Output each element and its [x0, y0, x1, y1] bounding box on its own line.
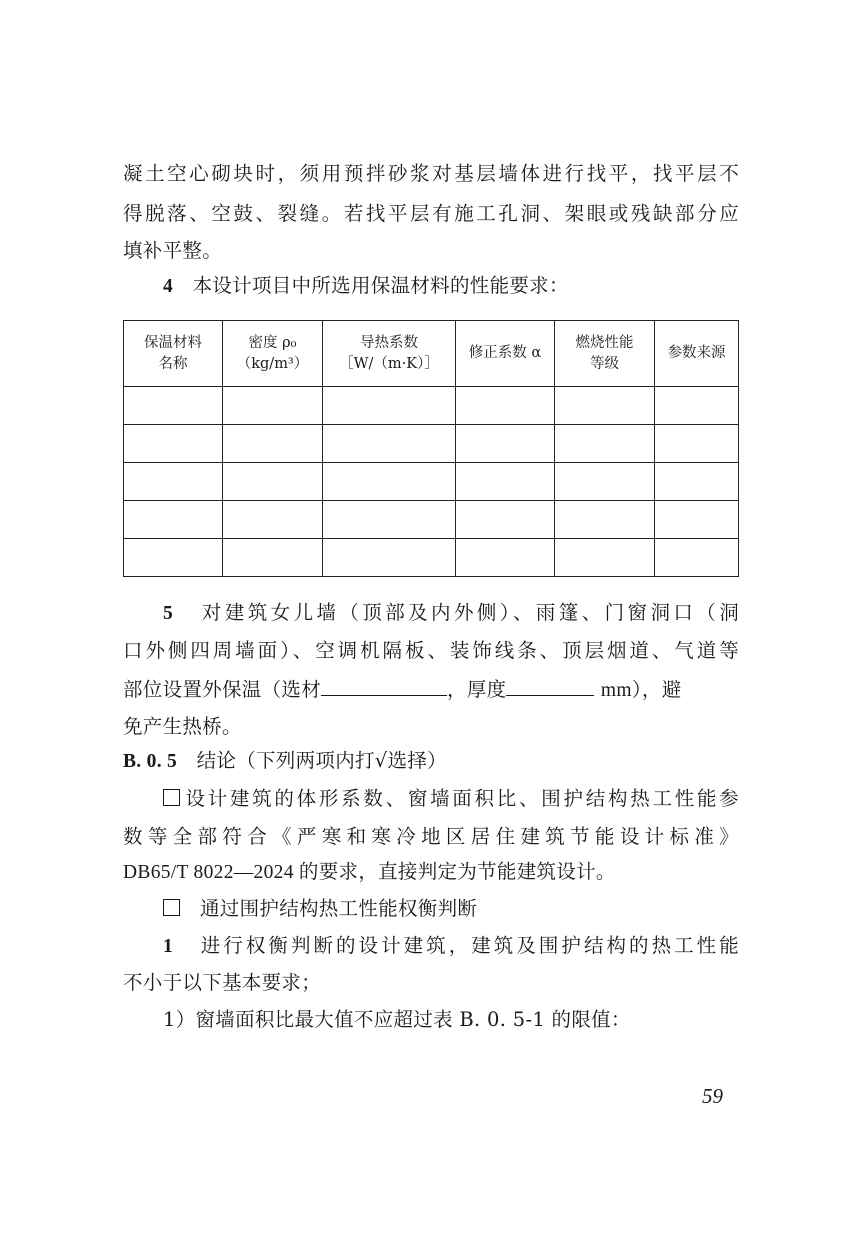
page-number: 59 [702, 1084, 723, 1108]
sub-item-1: 1）窗墙面积比最大值不应超过表 B. 0. 5-1 的限值： [163, 1008, 631, 1031]
table-cell[interactable] [655, 425, 739, 463]
table-cell[interactable] [456, 387, 555, 425]
fill-text: ，厚度 [447, 678, 507, 701]
table-cell[interactable] [124, 387, 223, 425]
item-number: 4 [163, 276, 174, 297]
table-header-row [124, 321, 739, 387]
table-cell[interactable] [456, 501, 555, 539]
insulation-material-table [123, 320, 739, 577]
table-cell[interactable] [223, 425, 323, 463]
paragraph-line: 口外侧四周墙面）、空调机隔板、装饰线条、顶层烟道、气道等 [123, 639, 739, 662]
table-cell[interactable] [323, 425, 456, 463]
table-cell[interactable] [124, 425, 223, 463]
table-cell[interactable] [223, 501, 323, 539]
paragraph-line: 免产生热桥。 [123, 715, 242, 738]
item-number: 5 [163, 603, 174, 624]
paragraph-line: 数等全部符合《严寒和寒冷地区居住建筑节能设计标准》 [123, 825, 739, 848]
item-text: 本设计项目中所选用保温材料的性能要求： [192, 274, 569, 297]
paragraph-line: 不小于以下基本要求； [123, 971, 322, 994]
header-fire-rating: 燃烧性能 等级 [555, 321, 655, 387]
item-5-fill-line [123, 677, 739, 704]
header-parameter-source: 参数来源 [655, 321, 739, 387]
paragraph-line: 凝土空心砌块时，须用预拌砂浆对基层墙体进行找平，找平层不 [123, 162, 739, 185]
table-cell[interactable] [323, 387, 456, 425]
table-cell[interactable] [655, 539, 739, 577]
section-title: 结论（下列两项内打√选择） [196, 749, 447, 772]
table-cell[interactable] [555, 501, 655, 539]
fill-text: 部位设置外保温（选材 [123, 678, 322, 701]
table-row [124, 463, 739, 501]
section-heading [123, 748, 739, 775]
table-row [124, 539, 739, 577]
table-row [124, 425, 739, 463]
item-1 [163, 933, 739, 960]
option-2 [163, 896, 739, 922]
table-cell[interactable] [124, 539, 223, 577]
item-4 [163, 273, 739, 300]
table-cell[interactable] [456, 425, 555, 463]
checkbox-option-2[interactable] [163, 899, 180, 916]
table-cell[interactable] [555, 539, 655, 577]
table-cell[interactable] [456, 539, 555, 577]
header-correction-factor: 修正系数 α [456, 321, 555, 387]
option-text: 通过围护结构热工性能权衡判断 [200, 897, 478, 920]
option-1 [163, 786, 739, 812]
paragraph-line: DB65/T 8022—2024 的要求，直接判定为节能建筑设计。 [123, 862, 616, 883]
table-cell[interactable] [323, 501, 456, 539]
paragraph-line: 得脱落、空鼓、裂缝。若找平层有施工孔洞、架眼或残缺部分应 [123, 202, 739, 225]
option-text: 设计建筑的体形系数、窗墙面积比、围护结构热工性能参 [183, 787, 739, 810]
table-cell[interactable] [223, 463, 323, 501]
table-cell[interactable] [124, 463, 223, 501]
item-number: 1 [163, 936, 174, 957]
table-cell[interactable] [124, 501, 223, 539]
table-cell[interactable] [223, 387, 323, 425]
section-number: B. 0. 5 [123, 751, 178, 772]
material-blank[interactable] [321, 677, 447, 696]
fill-text: mm），避 [600, 680, 682, 701]
table-cell[interactable] [655, 463, 739, 501]
thickness-blank[interactable] [506, 677, 594, 696]
item-5-line [163, 600, 739, 627]
table-cell[interactable] [555, 463, 655, 501]
item-text: 对建筑女儿墙（顶部及内外侧）、雨篷、门窗洞口（洞 [201, 601, 739, 624]
table-row [124, 387, 739, 425]
table-cell[interactable] [223, 539, 323, 577]
table-cell[interactable] [555, 387, 655, 425]
checkbox-option-1[interactable] [163, 789, 180, 806]
table-cell[interactable] [323, 539, 456, 577]
paragraph-line: 填补平整。 [123, 239, 223, 262]
item-text: 进行权衡判断的设计建筑，建筑及围护结构的热工性能 [200, 934, 739, 957]
table-cell[interactable] [323, 463, 456, 501]
table-cell[interactable] [555, 425, 655, 463]
header-thermal-conductivity: 导热系数 ［W/（m·K）］ [323, 321, 456, 387]
table-cell[interactable] [655, 501, 739, 539]
table-cell[interactable] [655, 387, 739, 425]
header-density: 密度 ρ₀ （kg/m³） [223, 321, 323, 387]
table-row [124, 501, 739, 539]
table-cell[interactable] [456, 463, 555, 501]
header-material-name: 保温材料 名称 [124, 321, 223, 387]
